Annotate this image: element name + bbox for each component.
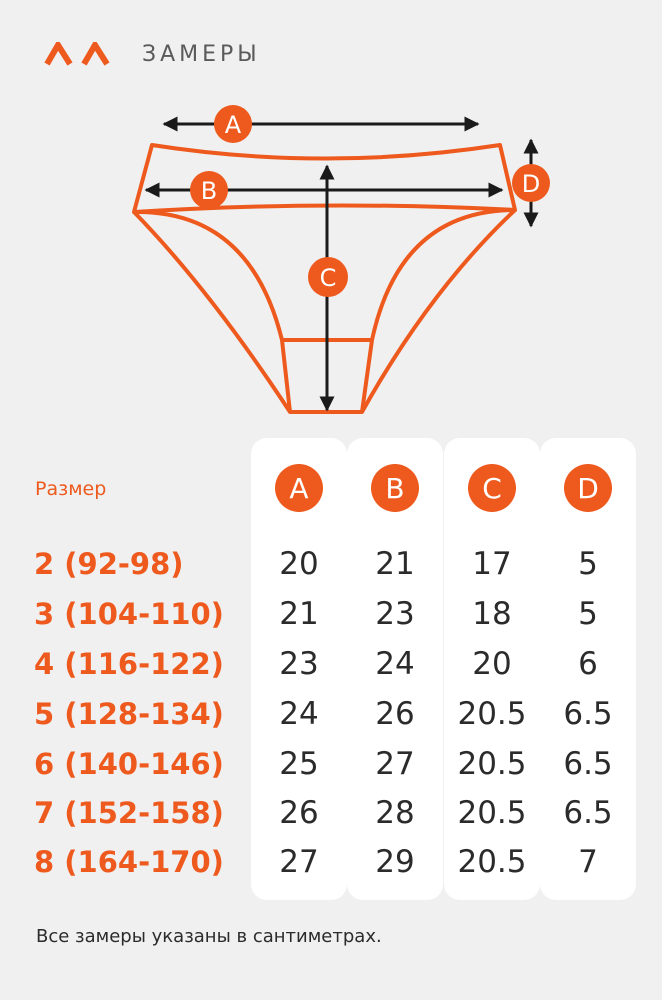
column-d-badge: D: [564, 464, 612, 512]
value-cell: 27: [279, 844, 319, 880]
value-cell: 29: [375, 844, 415, 880]
column-b: [347, 438, 443, 900]
value-cell: 21: [279, 596, 319, 632]
value-cell: 28: [375, 795, 415, 831]
svg-text:C: C: [319, 264, 337, 292]
value-cell: 20.5: [457, 746, 527, 782]
value-cell: 27: [375, 746, 415, 782]
value-cell: 6: [578, 646, 598, 682]
value-cell: 5: [578, 546, 598, 582]
column-a: [251, 438, 347, 900]
value-cell: 24: [375, 646, 415, 682]
column-b-badge: B: [371, 464, 419, 512]
value-cell: 20.5: [457, 696, 527, 732]
value-cell: 20.5: [457, 844, 527, 880]
value-cell: 23: [279, 646, 319, 682]
value-cell: 20: [279, 546, 319, 582]
column-c-badge: C: [468, 464, 516, 512]
svg-text:D: D: [521, 170, 541, 198]
value-cell: 18: [472, 596, 512, 632]
value-cell: 20: [472, 646, 512, 682]
value-cell: 25: [279, 746, 319, 782]
size-label: 6 (140-146): [34, 747, 224, 781]
measurement-diagram: [0, 0, 662, 430]
label-d: [512, 164, 550, 202]
column-a-badge: A: [275, 464, 323, 512]
size-label: 4 (116-122): [34, 647, 224, 681]
value-cell: 26: [279, 795, 319, 831]
value-cell: 21: [375, 546, 415, 582]
value-cell: 17: [472, 546, 512, 582]
value-cell: 7: [578, 844, 598, 880]
label-c: [308, 257, 348, 297]
column-d: [540, 438, 636, 900]
size-label: 8 (164-170): [34, 845, 224, 879]
footnote: Все замеры указаны в сантиметрах.: [36, 926, 382, 947]
value-cell: 5: [578, 596, 598, 632]
value-cell: 6.5: [563, 746, 613, 782]
svg-text:B: B: [200, 177, 218, 205]
value-cell: 24: [279, 696, 319, 732]
value-cell: 23: [375, 596, 415, 632]
page-title: ЗАМЕРЫ: [142, 42, 261, 67]
label-a: [214, 105, 252, 143]
svg-text:A: A: [224, 111, 242, 139]
label-b: [190, 171, 228, 209]
value-cell: 6.5: [563, 696, 613, 732]
column-c: [444, 438, 540, 900]
size-label: 5 (128-134): [34, 697, 224, 731]
size-column-header: Размер: [35, 478, 107, 500]
size-label: 7 (152-158): [34, 796, 224, 830]
value-cell: 20.5: [457, 795, 527, 831]
value-cell: 26: [375, 696, 415, 732]
size-label: 3 (104-110): [34, 597, 224, 631]
value-cell: 6.5: [563, 795, 613, 831]
size-label: 2 (92-98): [34, 547, 184, 581]
